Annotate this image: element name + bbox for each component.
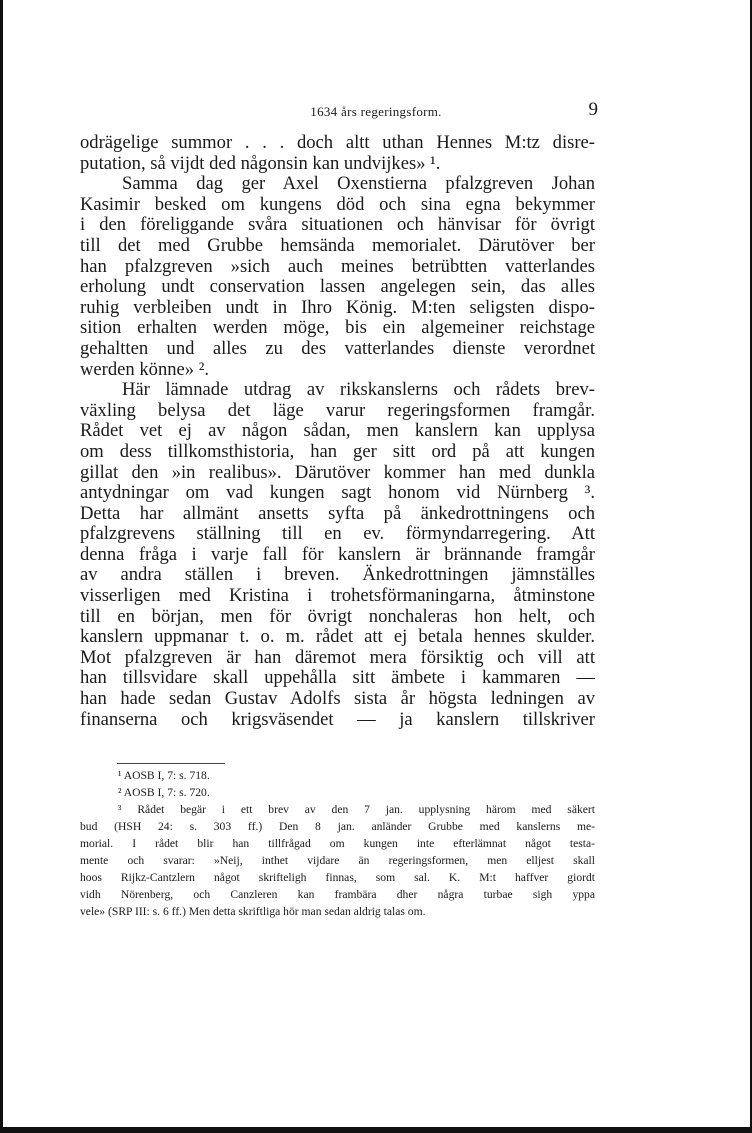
- body-line: Detta har allmänt ansetts syfta på änkedrottningens och: [80, 502, 595, 524]
- body-line: Mot pfalzgreven är han däremot mera försiktig och vill att: [80, 646, 595, 668]
- footnote-line: bud (HSH 24: s. 303 ff.) Den 8 jan. anländer Grubbe med kanslerns me-: [80, 820, 595, 833]
- body-line: gehaltten und alles zu des vatterlandes dienste verordnet: [80, 337, 595, 359]
- body-line: werden könne» ².: [80, 358, 209, 380]
- body-line: odrägelige summor . . . doch altt uthan Hennes M:tz disre-: [80, 132, 595, 153]
- body-line: han tillsvidare skall uppehålla sitt ämbete i kammaren —: [80, 667, 595, 689]
- body-line: om dess tillkomsthistoria, han ger sitt ord på att kungen: [80, 440, 595, 462]
- body-line: sition erhalten werden möge, bis ein algemeiner reichstage: [80, 317, 595, 339]
- body-line: pfalzgrevens ställning till en ev. förmyndarregering. Att: [80, 523, 595, 545]
- body-line: gillat den »in realibus». Därutöver kommer han med dunkla: [80, 461, 595, 483]
- scan-left-edge: [0, 0, 3, 1133]
- body-text: [80, 133, 595, 730]
- body-line: Kasimir besked om kungens död och sina egna bekymmer: [80, 193, 595, 215]
- footnote-line: vele» (SRP III: s. 6 ff.) Men detta skriftliga hör man sedan aldrig talas om.: [80, 905, 426, 918]
- body-line: visserligen med Kristina i trohetsförmaningarna, åtminstone: [80, 585, 595, 607]
- body-line: i den föreliggande svåra situationen och hänvisar för övrigt: [80, 214, 595, 236]
- footnote-line: ¹ AOSB I, 7: s. 718.: [118, 769, 210, 782]
- footnotes: [80, 767, 595, 920]
- footnote-divider: [117, 763, 225, 764]
- body-line: Samma dag ger Axel Oxenstierna pfalzgreven Johan: [122, 173, 595, 195]
- body-line: till det med Grubbe hemsända memorialet. Därutöver ber: [80, 234, 595, 256]
- body-line: putation, så vijdt ded någonsin kan undvijkes» ¹.: [80, 152, 441, 174]
- body-line: erholung undt conservation lassen angelegen sein, das alles: [80, 276, 595, 298]
- body-line: till en början, men för övrigt nonchaleras hon helt, och: [80, 605, 595, 627]
- footnote-line: ² AOSB I, 7: s. 720.: [118, 786, 210, 799]
- body-line: denna fråga i varje fall för kanslern är brännande framgår: [80, 543, 595, 565]
- footnote-line: hoos Rijkz-Cantzlern något skrifteligh finnas, som sal. K. M:t haffver giordt: [80, 871, 595, 884]
- body-line: av andra ställen i breven. Änkedrottningen jämnställes: [80, 564, 595, 586]
- footnote-line: ³ Rådet begär i ett brev av den 7 jan. upplysning härom med säkert: [118, 803, 595, 816]
- body-line: Rådet vet ej av någon sådan, men kanslern kan upplysa: [80, 420, 595, 442]
- scan-bottom-edge: [0, 1127, 752, 1133]
- footnote-line: morial. I rådet blir han tillfrågad om kungen inte efterlämnat något testa-: [80, 837, 595, 850]
- body-line: växling belysa det läge varur regeringsformen framgår.: [80, 399, 595, 421]
- page-number: 9: [588, 99, 598, 120]
- body-line: ruhig verbleiben undt in Ihro König. M:ten seligsten dispo-: [80, 296, 595, 318]
- body-line: Här lämnade utdrag av rikskanslerns och rådets brev-: [122, 379, 595, 401]
- running-header: 1634 års regeringsform.: [310, 104, 442, 119]
- body-line: han hade sedan Gustav Adolfs sista år högsta ledningen av: [80, 688, 595, 710]
- body-line: han pfalzgreven »sich auch meines betrübtten vatterlandes: [80, 255, 595, 277]
- footnote-line: mente och svarar: »Neij, inthet vijdare än regeringsformen, men elljest skall: [80, 854, 595, 867]
- body-line: finanserna och krigsväsendet — ja kanslern tillskriver: [80, 708, 595, 730]
- footnote-line: vidh Nörenberg, och Canzleren kan frambära dher några turbae sigh yppa: [80, 888, 595, 901]
- body-line: kanslern uppmanar t. o. m. rådet att ej betala hennes skulder.: [80, 626, 595, 648]
- body-line: antydningar om vad kungen sagt honom vid Nürnberg ³.: [80, 482, 595, 504]
